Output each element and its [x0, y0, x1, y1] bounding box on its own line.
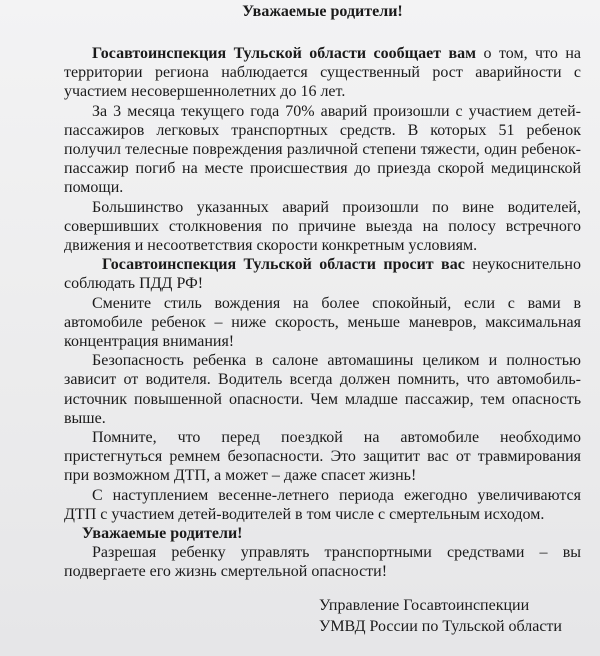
paragraph-1-text: о том, что на территории региона наблюдается существенный рост аварийности с участием несовершеннолетних до 16 лет.: [64, 45, 581, 101]
paragraph-5: Смените стиль вождения на более спокойный, если с вами в автомобиле ребенок – ниже скорость, меньше маневров, максимальная концентрация внимания!: [64, 294, 581, 351]
signature-line-1: Управление Госавтоинспекции: [319, 597, 530, 614]
paragraph-8: С наступлением весенне-летнего периода ежегодно увеличиваются ДТП с участием детей-водителей в том числе с смертельным исходом.: [64, 486, 581, 523]
document-body: [64, 0, 581, 582]
document-title: Уважаемые родители!: [242, 3, 403, 20]
paragraph-3: Большинство указанных аварий произошли по вине водителей, совершивших столкновения по причине выезда на полосу встречного движения и несоответствия скорости конкретным условиям.: [64, 198, 581, 255]
paragraph-9-heading: Уважаемые родители!: [82, 525, 243, 543]
paragraph-4: [64, 255, 581, 293]
paragraph-10: Разрешая ребенку управлять транспортными средствами – вы подвергаете его жизнь смертельной опасности!: [64, 544, 581, 581]
paragraph-1: [64, 44, 581, 102]
signature-line-2: УМВД России по Тульской области: [319, 618, 562, 635]
paragraph-2: За 3 месяца текущего года 70% аварий произошли с участием детей-пассажиров легковых транспортных средств. В которых 51 ребенок получил телесные повреждения различной степени тяжести, один ребенок-пассажир погиб на месте происшествия до приезда скорой медицинской помощи.: [64, 102, 581, 197]
paragraph-4-lead: Госавтоинспекция Тульской области просит вас: [102, 256, 465, 274]
signature-block: [319, 595, 589, 637]
paragraph-7: Помните, что перед поездкой на автомобиле необходимо пристегнуться ремнем безопасности. Это защитит вас от травмирования при возможном ДТП, а может – даже спасет жизнь!: [64, 429, 581, 485]
paragraph-4-text: неукоснительно соблюдать ПДД РФ!: [64, 256, 581, 293]
paragraph-6: Безопасность ребенка в салоне автомашины целиком и полностью зависит от водителя. Водитель всегда должен помнить, что автомобиль-источник повышенной опасности. Чем младше пассажир, тем опасность выше.: [64, 352, 581, 427]
paragraph-1-lead: Госавтоинспекция Тульской области сообщает вам: [92, 45, 477, 62]
